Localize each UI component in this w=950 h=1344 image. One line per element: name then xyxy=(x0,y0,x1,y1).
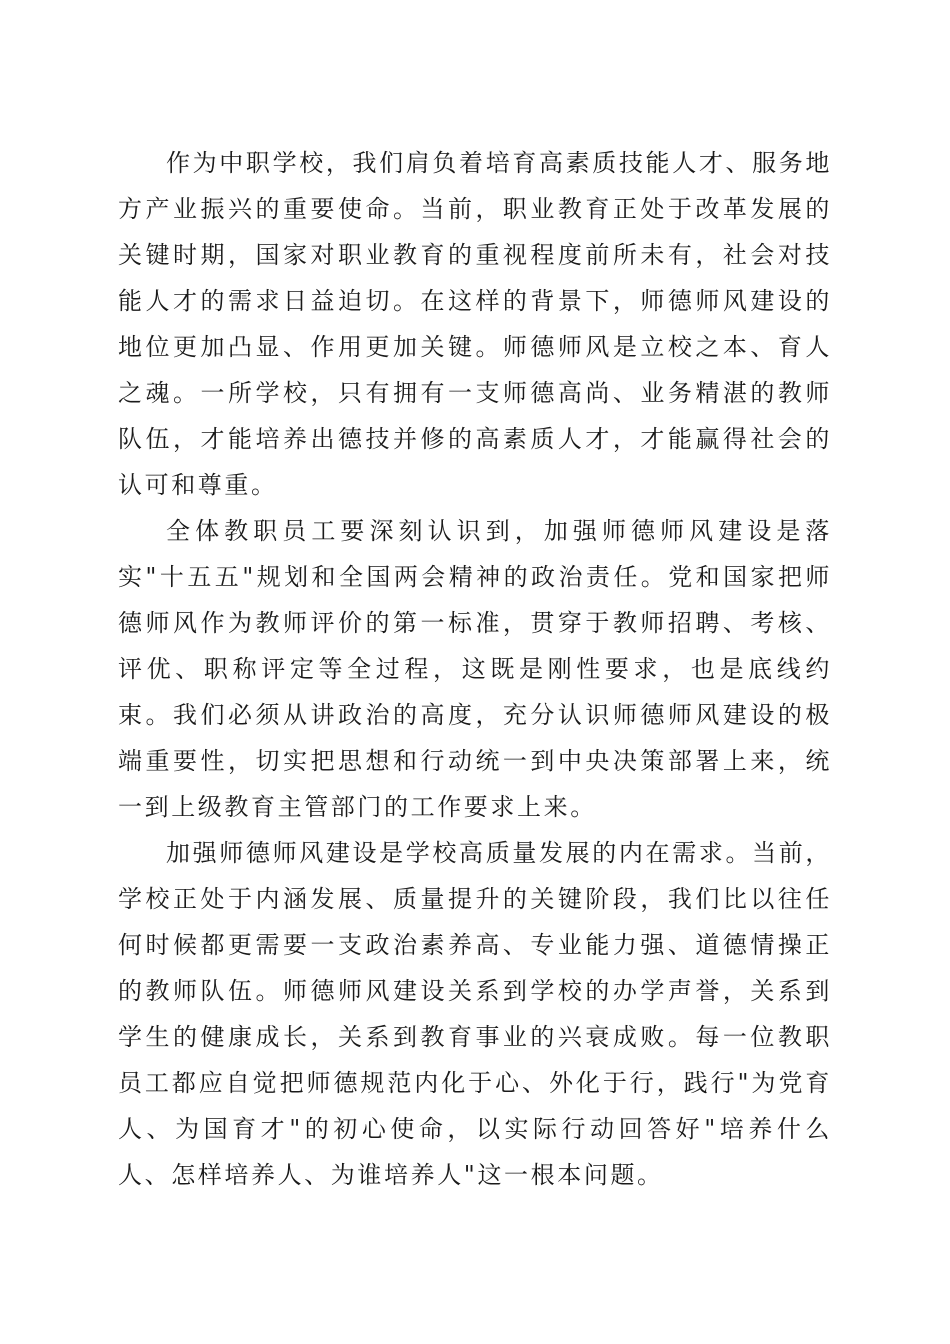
paragraph-2: 全体教职员工要深刻认识到，加强师德师风建设是落实"十五五"规划和全国两会精神的政治责任。党和国家把师德师风作为教师评价的第一标准，贯穿于教师招聘、考核、评优、职称评定等全过程，这既是刚性要求，也是底线约束。我们必须从讲政治的高度，充分认识师德师风建设的极端重要性，切实把思想和行动统一到中央决策部署上来，统一到上级教育主管部门的工作要求上来。 xyxy=(118,517,832,821)
document-body xyxy=(118,140,832,1198)
paragraph-3: 加强师德师风建设是学校高质量发展的内在需求。当前，学校正处于内涵发展、质量提升的关键阶段，我们比以往任何时候都更需要一支政治素养高、专业能力强、道德情操正的教师队伍。师德师风建设关系到学校的办学声誉，关系到学生的健康成长，关系到教育事业的兴衰成败。每一位教职员工都应自觉把师德规范内化于心、外化于行，践行"为党育人、为国育才"的初心使命，以实际行动回答好"培养什么人、怎样培养人、为谁培养人"这一根本问题。 xyxy=(118,839,832,1189)
paragraph-1: 作为中职学校，我们肩负着培育高素质技能人才、服务地方产业振兴的重要使命。当前，职业教育正处于改革发展的关键时期，国家对职业教育的重视程度前所未有，社会对技能人才的需求日益迫切。在这样的背景下，师德师风建设的地位更加凸显、作用更加关键。师德师风是立校之本、育人之魂。一所学校，只有拥有一支师德高尚、业务精湛的教师队伍，才能培养出德技并修的高素质人才，才能赢得社会的认可和尊重。 xyxy=(118,149,832,499)
